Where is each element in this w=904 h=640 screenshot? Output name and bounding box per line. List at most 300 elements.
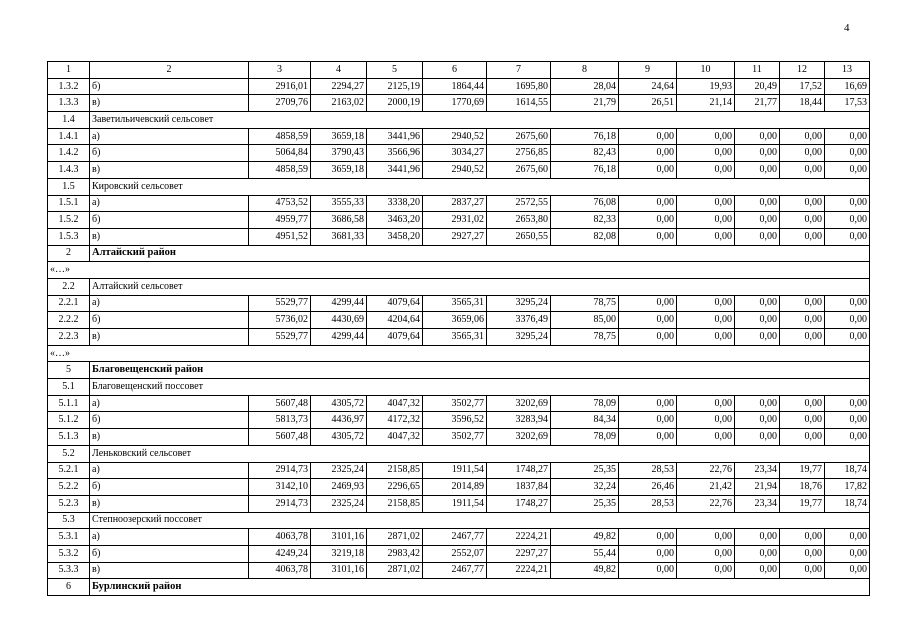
row-code: 1.4.1 — [48, 128, 90, 145]
value-cell: 2224,21 — [487, 529, 551, 546]
value-cell: 5813,73 — [249, 412, 311, 429]
value-cell: 2916,01 — [249, 78, 311, 95]
value-cell: 3441,96 — [367, 162, 423, 179]
value-cell: 0,00 — [825, 545, 870, 562]
value-cell: 0,00 — [677, 562, 735, 579]
value-cell: 3101,16 — [311, 562, 367, 579]
value-cell: 3202,69 — [487, 429, 551, 446]
row-label: в) — [90, 495, 249, 512]
row-code: 5.2 — [48, 445, 90, 462]
ellipsis-row — [48, 262, 870, 279]
value-cell: 2927,27 — [423, 228, 487, 245]
value-cell: 0,00 — [735, 529, 780, 546]
value-cell: 0,00 — [677, 429, 735, 446]
row-label: б) — [90, 412, 249, 429]
value-cell: 0,00 — [825, 145, 870, 162]
value-cell: 1770,69 — [423, 95, 487, 112]
row-code: 5.1.2 — [48, 412, 90, 429]
section-name: Алтайский сельсовет — [90, 278, 870, 295]
value-cell: 3142,10 — [249, 479, 311, 496]
value-cell: 0,00 — [780, 128, 825, 145]
value-cell: 3463,20 — [367, 212, 423, 229]
value-cell: 0,00 — [780, 429, 825, 446]
value-cell: 78,75 — [551, 295, 619, 312]
value-cell: 0,00 — [825, 162, 870, 179]
section-name: Степноозерский поссовет — [90, 512, 870, 529]
value-cell: 17,52 — [780, 78, 825, 95]
value-cell: 0,00 — [677, 228, 735, 245]
column-header: 4 — [311, 62, 367, 79]
row-code: 2.2 — [48, 278, 90, 295]
region-row — [48, 579, 870, 596]
column-header: 7 — [487, 62, 551, 79]
value-cell: 0,00 — [825, 395, 870, 412]
value-cell: 2552,07 — [423, 545, 487, 562]
value-cell: 2467,77 — [423, 529, 487, 546]
value-cell: 3101,16 — [311, 529, 367, 546]
value-cell: 2653,80 — [487, 212, 551, 229]
value-cell: 0,00 — [677, 329, 735, 346]
value-cell: 4047,32 — [367, 429, 423, 446]
table-row — [48, 562, 870, 579]
value-cell: 32,24 — [551, 479, 619, 496]
row-label: б) — [90, 479, 249, 496]
column-header: 1 — [48, 62, 90, 79]
section-name: Заветильичевский сельсовет — [90, 112, 870, 129]
value-cell: 0,00 — [735, 429, 780, 446]
section-name: Благовещенский поссовет — [90, 379, 870, 396]
value-cell: 3295,24 — [487, 329, 551, 346]
row-code: 5.1 — [48, 379, 90, 396]
row-label: в) — [90, 562, 249, 579]
value-cell: 2325,24 — [311, 495, 367, 512]
row-code: 5.2.1 — [48, 462, 90, 479]
value-cell: 2871,02 — [367, 529, 423, 546]
row-code: 6 — [48, 579, 90, 596]
value-cell: 19,77 — [780, 495, 825, 512]
table-row — [48, 312, 870, 329]
value-cell: 28,53 — [619, 495, 677, 512]
header-row — [48, 62, 870, 79]
value-cell: 2125,19 — [367, 78, 423, 95]
row-code: 1.5.3 — [48, 228, 90, 245]
value-cell: 0,00 — [619, 195, 677, 212]
value-cell: 78,75 — [551, 329, 619, 346]
section-row — [48, 112, 870, 129]
value-cell: 2158,85 — [367, 495, 423, 512]
value-cell: 2297,27 — [487, 545, 551, 562]
value-cell: 4305,72 — [311, 429, 367, 446]
value-cell: 4047,32 — [367, 395, 423, 412]
value-cell: 5529,77 — [249, 329, 311, 346]
value-cell: 19,93 — [677, 78, 735, 95]
table-row — [48, 95, 870, 112]
page-number: 4 — [844, 22, 850, 34]
table-row — [48, 212, 870, 229]
value-cell: 2675,60 — [487, 162, 551, 179]
value-cell: 1864,44 — [423, 78, 487, 95]
section-row — [48, 178, 870, 195]
row-label: б) — [90, 312, 249, 329]
value-cell: 3681,33 — [311, 228, 367, 245]
value-cell: 49,82 — [551, 562, 619, 579]
value-cell: 0,00 — [677, 195, 735, 212]
value-cell: 22,76 — [677, 495, 735, 512]
column-header: 3 — [249, 62, 311, 79]
value-cell: 21,94 — [735, 479, 780, 496]
value-cell: 25,35 — [551, 462, 619, 479]
value-cell: 18,76 — [780, 479, 825, 496]
value-cell: 2940,52 — [423, 128, 487, 145]
value-cell: 0,00 — [619, 228, 677, 245]
value-cell: 85,00 — [551, 312, 619, 329]
ellipsis-row — [48, 345, 870, 362]
value-cell: 2158,85 — [367, 462, 423, 479]
table-row — [48, 195, 870, 212]
ellipsis-text: «…» — [48, 262, 870, 279]
value-cell: 2931,02 — [423, 212, 487, 229]
value-cell: 2675,60 — [487, 128, 551, 145]
value-cell: 22,76 — [677, 462, 735, 479]
value-cell: 0,00 — [780, 395, 825, 412]
value-cell: 18,44 — [780, 95, 825, 112]
value-cell: 2294,27 — [311, 78, 367, 95]
value-cell: 0,00 — [677, 412, 735, 429]
value-cell: 4858,59 — [249, 128, 311, 145]
value-cell: 78,09 — [551, 429, 619, 446]
value-cell: 26,46 — [619, 479, 677, 496]
table-row — [48, 295, 870, 312]
value-cell: 2871,02 — [367, 562, 423, 579]
row-code: 5.1.1 — [48, 395, 90, 412]
row-code: 1.4.2 — [48, 145, 90, 162]
value-cell: 0,00 — [677, 545, 735, 562]
column-header: 2 — [90, 62, 249, 79]
value-cell: 0,00 — [780, 228, 825, 245]
value-cell: 0,00 — [619, 295, 677, 312]
row-code: 5.2.3 — [48, 495, 90, 512]
value-cell: 0,00 — [780, 312, 825, 329]
value-cell: 0,00 — [735, 395, 780, 412]
row-label: а) — [90, 128, 249, 145]
value-cell: 1837,84 — [487, 479, 551, 496]
value-cell: 2650,55 — [487, 228, 551, 245]
row-label: в) — [90, 228, 249, 245]
row-code: 2 — [48, 245, 90, 262]
value-cell: 5607,48 — [249, 429, 311, 446]
value-cell: 3565,31 — [423, 295, 487, 312]
value-cell: 0,00 — [780, 329, 825, 346]
value-cell: 5736,02 — [249, 312, 311, 329]
value-cell: 3219,18 — [311, 545, 367, 562]
value-cell: 0,00 — [677, 529, 735, 546]
value-cell: 21,79 — [551, 95, 619, 112]
tariff-table — [47, 61, 870, 596]
row-label: а) — [90, 295, 249, 312]
value-cell: 82,33 — [551, 212, 619, 229]
row-code: 1.5.1 — [48, 195, 90, 212]
value-cell: 0,00 — [735, 295, 780, 312]
value-cell: 49,82 — [551, 529, 619, 546]
section-name: Леньковский сельсовет — [90, 445, 870, 462]
value-cell: 16,69 — [825, 78, 870, 95]
value-cell: 3659,18 — [311, 162, 367, 179]
value-cell: 3790,43 — [311, 145, 367, 162]
section-name: Кировский сельсовет — [90, 178, 870, 195]
value-cell: 4063,78 — [249, 562, 311, 579]
table-row — [48, 462, 870, 479]
value-cell: 4951,52 — [249, 228, 311, 245]
value-cell: 0,00 — [619, 412, 677, 429]
value-cell: 0,00 — [677, 162, 735, 179]
value-cell: 18,74 — [825, 495, 870, 512]
value-cell: 4436,97 — [311, 412, 367, 429]
value-cell: 17,82 — [825, 479, 870, 496]
table-row — [48, 162, 870, 179]
table-body — [48, 62, 870, 596]
column-header: 13 — [825, 62, 870, 79]
value-cell: 0,00 — [825, 329, 870, 346]
value-cell: 21,14 — [677, 95, 735, 112]
value-cell: 3686,58 — [311, 212, 367, 229]
value-cell: 0,00 — [619, 162, 677, 179]
table-row — [48, 545, 870, 562]
value-cell: 2914,73 — [249, 462, 311, 479]
value-cell: 4753,52 — [249, 195, 311, 212]
row-code: 1.3.2 — [48, 78, 90, 95]
value-cell: 2572,55 — [487, 195, 551, 212]
value-cell: 0,00 — [780, 195, 825, 212]
value-cell: 0,00 — [780, 212, 825, 229]
value-cell: 4430,69 — [311, 312, 367, 329]
value-cell: 0,00 — [825, 529, 870, 546]
value-cell: 25,35 — [551, 495, 619, 512]
value-cell: 0,00 — [825, 128, 870, 145]
value-cell: 0,00 — [825, 228, 870, 245]
value-cell: 0,00 — [780, 562, 825, 579]
value-cell: 4858,59 — [249, 162, 311, 179]
row-code: 5.1.3 — [48, 429, 90, 446]
value-cell: 23,34 — [735, 462, 780, 479]
value-cell: 2000,19 — [367, 95, 423, 112]
value-cell: 3338,20 — [367, 195, 423, 212]
value-cell: 0,00 — [677, 145, 735, 162]
value-cell: 2469,93 — [311, 479, 367, 496]
value-cell: 2837,27 — [423, 195, 487, 212]
value-cell: 2940,52 — [423, 162, 487, 179]
value-cell: 3659,18 — [311, 128, 367, 145]
column-header: 8 — [551, 62, 619, 79]
row-label: б) — [90, 78, 249, 95]
table-row — [48, 412, 870, 429]
value-cell: 0,00 — [619, 545, 677, 562]
value-cell: 0,00 — [619, 128, 677, 145]
section-row — [48, 512, 870, 529]
value-cell: 2914,73 — [249, 495, 311, 512]
value-cell: 1695,80 — [487, 78, 551, 95]
value-cell: 21,42 — [677, 479, 735, 496]
value-cell: 4172,32 — [367, 412, 423, 429]
value-cell: 0,00 — [825, 312, 870, 329]
value-cell: 0,00 — [825, 212, 870, 229]
region-name: Бурлинский район — [90, 579, 870, 596]
value-cell: 78,09 — [551, 395, 619, 412]
value-cell: 3283,94 — [487, 412, 551, 429]
value-cell: 82,43 — [551, 145, 619, 162]
value-cell: 26,51 — [619, 95, 677, 112]
value-cell: 1911,54 — [423, 495, 487, 512]
row-label: б) — [90, 545, 249, 562]
section-row — [48, 445, 870, 462]
value-cell: 5529,77 — [249, 295, 311, 312]
value-cell: 3458,20 — [367, 228, 423, 245]
row-label: б) — [90, 145, 249, 162]
value-cell: 0,00 — [780, 162, 825, 179]
section-row — [48, 278, 870, 295]
value-cell: 3596,52 — [423, 412, 487, 429]
table-row — [48, 228, 870, 245]
value-cell: 0,00 — [735, 312, 780, 329]
value-cell: 0,00 — [735, 228, 780, 245]
region-row — [48, 245, 870, 262]
value-cell: 0,00 — [735, 145, 780, 162]
value-cell: 0,00 — [780, 295, 825, 312]
region-row — [48, 362, 870, 379]
value-cell: 0,00 — [735, 329, 780, 346]
value-cell: 0,00 — [780, 545, 825, 562]
value-cell: 0,00 — [677, 128, 735, 145]
section-row — [48, 379, 870, 396]
value-cell: 76,18 — [551, 128, 619, 145]
row-code: 1.5 — [48, 178, 90, 195]
row-code: 1.4 — [48, 112, 90, 129]
column-header: 12 — [780, 62, 825, 79]
value-cell: 0,00 — [619, 562, 677, 579]
value-cell: 0,00 — [825, 429, 870, 446]
table-row — [48, 329, 870, 346]
value-cell: 4299,44 — [311, 295, 367, 312]
row-code: 5 — [48, 362, 90, 379]
value-cell: 3376,49 — [487, 312, 551, 329]
value-cell: 2325,24 — [311, 462, 367, 479]
value-cell: 3502,77 — [423, 395, 487, 412]
value-cell: 0,00 — [735, 212, 780, 229]
value-cell: 3202,69 — [487, 395, 551, 412]
row-code: 2.2.2 — [48, 312, 90, 329]
value-cell: 3441,96 — [367, 128, 423, 145]
value-cell: 4204,64 — [367, 312, 423, 329]
value-cell: 2983,42 — [367, 545, 423, 562]
value-cell: 2163,02 — [311, 95, 367, 112]
column-header: 6 — [423, 62, 487, 79]
value-cell: 0,00 — [825, 195, 870, 212]
value-cell: 1748,27 — [487, 495, 551, 512]
value-cell: 23,34 — [735, 495, 780, 512]
table-row — [48, 128, 870, 145]
row-label: а) — [90, 195, 249, 212]
value-cell: 2467,77 — [423, 562, 487, 579]
value-cell: 28,04 — [551, 78, 619, 95]
value-cell: 4079,64 — [367, 329, 423, 346]
row-label: в) — [90, 162, 249, 179]
value-cell: 4299,44 — [311, 329, 367, 346]
value-cell: 19,77 — [780, 462, 825, 479]
table-row — [48, 495, 870, 512]
value-cell: 3034,27 — [423, 145, 487, 162]
value-cell: 0,00 — [780, 529, 825, 546]
value-cell: 0,00 — [677, 295, 735, 312]
value-cell: 20,49 — [735, 78, 780, 95]
row-code: 1.3.3 — [48, 95, 90, 112]
value-cell: 55,44 — [551, 545, 619, 562]
region-name: Алтайский район — [90, 245, 870, 262]
value-cell: 0,00 — [780, 412, 825, 429]
value-cell: 2709,76 — [249, 95, 311, 112]
value-cell: 0,00 — [735, 162, 780, 179]
value-cell: 0,00 — [825, 295, 870, 312]
value-cell: 0,00 — [735, 562, 780, 579]
value-cell: 0,00 — [735, 195, 780, 212]
value-cell: 17,53 — [825, 95, 870, 112]
value-cell: 0,00 — [619, 429, 677, 446]
row-label: а) — [90, 395, 249, 412]
value-cell: 0,00 — [619, 212, 677, 229]
row-label: б) — [90, 212, 249, 229]
value-cell: 1911,54 — [423, 462, 487, 479]
value-cell: 0,00 — [619, 145, 677, 162]
value-cell: 2224,21 — [487, 562, 551, 579]
value-cell: 0,00 — [735, 412, 780, 429]
row-code: 5.2.2 — [48, 479, 90, 496]
row-code: 2.2.3 — [48, 329, 90, 346]
table-row — [48, 395, 870, 412]
value-cell: 0,00 — [780, 145, 825, 162]
column-header: 5 — [367, 62, 423, 79]
value-cell: 4079,64 — [367, 295, 423, 312]
value-cell: 0,00 — [735, 545, 780, 562]
value-cell: 84,34 — [551, 412, 619, 429]
ellipsis-text: «…» — [48, 345, 870, 362]
value-cell: 1748,27 — [487, 462, 551, 479]
value-cell: 0,00 — [619, 529, 677, 546]
value-cell: 21,77 — [735, 95, 780, 112]
value-cell: 2756,85 — [487, 145, 551, 162]
value-cell: 4063,78 — [249, 529, 311, 546]
value-cell: 3295,24 — [487, 295, 551, 312]
value-cell: 0,00 — [619, 312, 677, 329]
table-row — [48, 78, 870, 95]
value-cell: 0,00 — [825, 412, 870, 429]
row-code: 1.5.2 — [48, 212, 90, 229]
value-cell: 4249,24 — [249, 545, 311, 562]
value-cell: 2014,89 — [423, 479, 487, 496]
row-label: в) — [90, 95, 249, 112]
value-cell: 76,18 — [551, 162, 619, 179]
row-code: 5.3.2 — [48, 545, 90, 562]
row-label: в) — [90, 329, 249, 346]
row-code: 5.3.1 — [48, 529, 90, 546]
value-cell: 0,00 — [619, 329, 677, 346]
column-header: 10 — [677, 62, 735, 79]
value-cell: 3566,96 — [367, 145, 423, 162]
row-code: 2.2.1 — [48, 295, 90, 312]
row-label: а) — [90, 462, 249, 479]
table-row — [48, 479, 870, 496]
value-cell: 3502,77 — [423, 429, 487, 446]
table-row — [48, 529, 870, 546]
column-header: 11 — [735, 62, 780, 79]
value-cell: 3565,31 — [423, 329, 487, 346]
